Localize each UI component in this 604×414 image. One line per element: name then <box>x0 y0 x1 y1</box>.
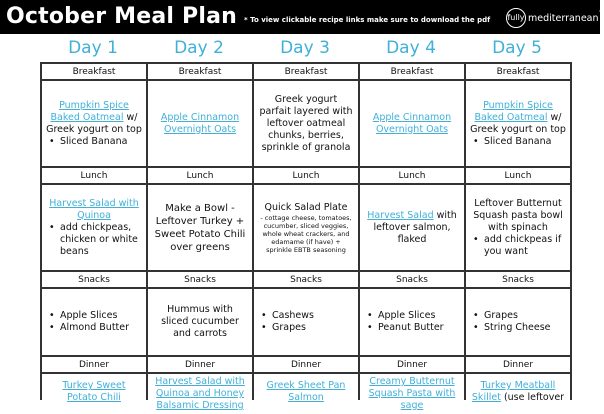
day-4-dinner <box>360 374 464 414</box>
list-item: • String Cheese <box>470 322 566 334</box>
brand-logo <box>506 8 604 28</box>
snacks-label: Snacks <box>466 272 570 289</box>
day-5-breakfast <box>466 81 570 168</box>
dinner-label: Dinner <box>254 357 358 374</box>
breakfast-label: Breakfast <box>42 64 146 81</box>
snacks-label: Snacks <box>42 272 146 289</box>
list-item: • add chickpeas if you want <box>470 234 566 258</box>
day-5-dinner <box>466 374 570 414</box>
day-3-lunch <box>254 185 358 272</box>
list-item: • Grapes <box>470 310 566 322</box>
day-1-column <box>42 64 148 403</box>
snacks-label: Snacks <box>254 272 358 289</box>
day-header-1: Day 1 <box>68 38 118 58</box>
day-1-dinner <box>42 374 146 414</box>
recipe-link[interactable]: Pumpkin Spice Baked Oatmeal <box>474 99 553 123</box>
recipe-link[interactable]: Harvest Salad <box>367 209 434 221</box>
day-4-snacks <box>360 289 464 357</box>
recipe-link[interactable]: Pumpkin Spice Baked Oatmeal <box>50 99 129 123</box>
day-header-4: Day 4 <box>386 38 436 58</box>
list-item: • Sliced Banana <box>470 136 566 148</box>
breakfast-label: Breakfast <box>360 64 464 81</box>
day-header-3: Day 3 <box>280 38 330 58</box>
day-4-lunch <box>360 185 464 272</box>
day-3-column <box>254 64 360 403</box>
pdf-note: * To view clickable recipe links make sure to download the pdf <box>244 16 491 24</box>
day-2-column <box>148 64 254 411</box>
lunch-label: Lunch <box>466 168 570 185</box>
day-header-2: Day 2 <box>174 38 224 58</box>
recipe-link[interactable]: Creamy Butternut Squash Pasta with sage <box>368 376 456 411</box>
logo-mark: fully <box>506 8 526 28</box>
logo-trademark: ™ <box>598 10 604 16</box>
dinner-label: Dinner <box>42 357 146 374</box>
header-bar <box>0 0 604 34</box>
day-1-snacks <box>42 289 146 357</box>
dinner-label: Dinner <box>148 357 252 374</box>
page-title: October Meal Plan <box>6 4 237 29</box>
day-headers <box>40 38 572 64</box>
recipe-link[interactable]: Apple Cinnamon Overnight Oats <box>372 111 452 135</box>
day-2-breakfast <box>148 81 252 168</box>
dinner-label: Dinner <box>360 357 464 374</box>
list-item: • Cashews <box>258 310 354 322</box>
recipe-link[interactable]: Harvest Salad with Quinoa <box>49 197 139 221</box>
breakfast-label: Breakfast <box>148 64 252 81</box>
day-2-snacks <box>148 289 252 357</box>
recipe-link[interactable]: Turkey Sweet Potato Chili <box>62 380 126 403</box>
meal-text: (use leftover <box>500 392 565 403</box>
meal-text: Make a Bowl - Leftover Turkey + Sweet Potato Chili over greens <box>154 202 246 253</box>
recipe-link[interactable]: Turkey Meatball Skillet <box>471 380 556 403</box>
lunch-label: Lunch <box>148 168 252 185</box>
day-5-column <box>466 64 572 403</box>
list-item: • Peanut Butter <box>364 322 460 334</box>
logo-word: mediterranean <box>528 12 599 24</box>
breakfast-label: Breakfast <box>466 64 570 81</box>
list-item: • add chickpeas, chicken or white beans <box>46 222 142 258</box>
day-4-column <box>360 64 466 411</box>
day-2-lunch <box>148 185 252 272</box>
lunch-label: Lunch <box>360 168 464 185</box>
list-item: • Apple Slices <box>364 310 460 322</box>
breakfast-label: Breakfast <box>254 64 358 81</box>
recipe-link[interactable]: Greek Sheet Pan Salmon <box>266 380 346 403</box>
list-item: • Grapes <box>258 322 354 334</box>
day-3-snacks <box>254 289 358 357</box>
dinner-label: Dinner <box>466 357 570 374</box>
day-2-dinner <box>148 374 252 414</box>
day-1-lunch <box>42 185 146 272</box>
meal-text: Hummus with sliced cucumber and carrots <box>161 304 239 339</box>
list-item: • Almond Butter <box>46 322 142 334</box>
day-3-dinner <box>254 374 358 414</box>
meal-text: w/ Greek yogurt on top <box>470 111 566 135</box>
day-5-snacks <box>466 289 570 357</box>
list-item: • Sliced Banana <box>46 136 142 148</box>
snacks-label: Snacks <box>148 272 252 289</box>
day-5-lunch <box>466 185 570 272</box>
recipe-link[interactable]: Apple Cinnamon Overnight Oats <box>160 111 240 135</box>
recipe-link[interactable]: Harvest Salad with Quinoa and Honey Balsamic Dressing <box>155 376 245 411</box>
meal-details: - cottage cheese, tomatoes, cucumber, sliced veggies, whole wheat crackers, and edamame (if have) + sprinkle EBTB seasoning <box>260 213 352 254</box>
day-3-breakfast <box>254 81 358 168</box>
day-1-breakfast <box>42 81 146 168</box>
lunch-label: Lunch <box>254 168 358 185</box>
day-4-breakfast <box>360 81 464 168</box>
meal-text: with leftover salmon, flaked <box>373 209 457 245</box>
meal-text: Leftover Butternut Squash pasta bowl with spinach <box>473 197 563 233</box>
day-header-5: Day 5 <box>492 38 542 58</box>
meal-text: Greek yogurt parfait layered with leftover oatmeal chunks, berries, sprinkle of granola <box>259 93 353 153</box>
lunch-label: Lunch <box>42 168 146 185</box>
list-item: • Apple Slices <box>46 310 142 322</box>
snacks-label: Snacks <box>360 272 464 289</box>
meal-text: w/ Greek yogurt on top <box>46 111 142 135</box>
meal-title: Quick Salad Plate <box>264 201 348 213</box>
meal-plan-grid <box>40 62 572 411</box>
